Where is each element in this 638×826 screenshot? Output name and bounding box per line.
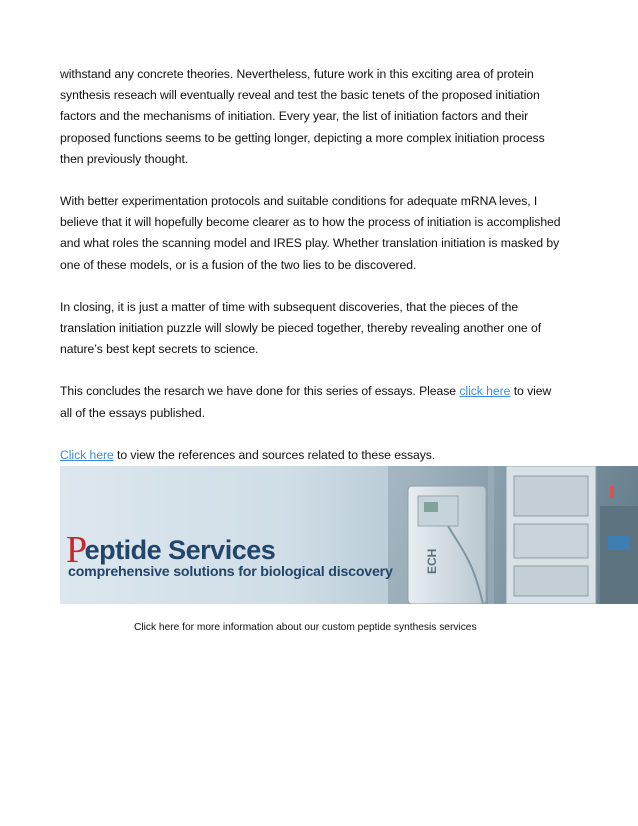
paragraph-1	[60, 64, 580, 170]
text-line: factors and the mechanisms of initiation. Every year, the list of initiation factors and their	[60, 109, 529, 124]
paragraph-4	[60, 381, 580, 423]
text-line: proposed functions seems to be getting longer, depicting a more complex initiation process	[60, 130, 545, 145]
machine-label: ECH	[425, 548, 439, 574]
text-line: nature’s best kept secrets to science.	[60, 342, 259, 357]
text-line: believe that it will hopefully become clearer as to how the process of initiation is accomplished	[60, 215, 561, 230]
brand-rest: eptide Services	[84, 535, 276, 565]
text-line: all of the essays published.	[60, 405, 205, 420]
document-body	[60, 64, 580, 487]
text-line: synthesis reseach will eventually reveal and test the basic tenets of the proposed initiation	[60, 88, 540, 103]
peptide-info-caption[interactable]: Click here for more information about our custom peptide synthesis services	[134, 622, 477, 633]
text-line	[60, 445, 580, 466]
brand-initial: P	[66, 529, 87, 571]
text-line: In closing, it is just a matter of time with subsequent discoveries, that the pieces of the	[60, 299, 519, 314]
brand-tagline: comprehensive solutions for biological discovery	[68, 564, 393, 580]
peptide-services-banner[interactable]	[60, 466, 638, 604]
text-line: translation initiation puzzle will slowly be pieced together, thereby revealing another one of	[60, 321, 542, 336]
paragraph-3	[60, 297, 580, 361]
text-segment: to view	[510, 384, 552, 399]
text-line: With better experimentation protocols and suitable conditions for adequate mRNA leves, I	[60, 194, 538, 209]
text-line: and what roles the scanning model and IRES play. Whether translation initiation is masked by	[60, 236, 560, 251]
paragraph-5	[60, 445, 580, 466]
text-line	[60, 381, 580, 402]
text-line: then previously thought.	[60, 151, 189, 166]
text-segment: This concludes the resarch we have done for this series of essays. Please	[60, 384, 460, 399]
text-segment: to view the references and sources related to these essays.	[113, 447, 436, 462]
references-link[interactable]: Click here	[60, 447, 114, 462]
lab-equipment-image	[388, 466, 638, 604]
paragraph-2	[60, 191, 580, 276]
essays-link[interactable]: click here	[459, 384, 511, 399]
text-line: withstand any concrete theories. Nevertheless, future work in this exciting area of protein	[60, 67, 534, 81]
text-line: one of these models, or is a fusion of the two lies to be discovered.	[60, 257, 417, 272]
